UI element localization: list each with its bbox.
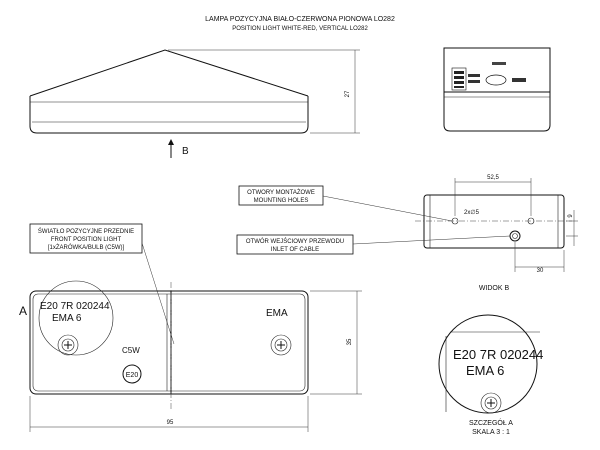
callout-inlet-pl: OTWÓR WEJŚCIOWY PRZEWODU [245, 239, 345, 245]
title-polish: LAMPA POZYCYJNA BIAŁO-CZERWONA PIONOWA LO282 [205, 16, 395, 23]
callout-mounting-pl: OTWORY MONTAŻOWE [247, 190, 315, 196]
top-view-body [30, 96, 308, 133]
dim-52-label: 52,5 [487, 175, 499, 181]
dim-35-label: 35 [347, 338, 353, 346]
screw-right-icon [271, 335, 291, 355]
side-view-lower [444, 92, 550, 131]
label-barcode-4 [454, 86, 464, 88]
callout-mounting-en: MOUNTING HOLES [253, 198, 309, 204]
side-view [444, 48, 550, 131]
front-ema-label: EMA [266, 308, 288, 319]
callout-inlet [237, 235, 510, 254]
front-marking-2: EMA 6 [52, 313, 82, 324]
view-b-arrowhead [168, 139, 174, 145]
dim-30-label: 30 [536, 268, 544, 274]
front-view [19, 281, 362, 432]
callout-inlet-leader [353, 236, 510, 244]
dim-27-label: 27 [345, 90, 351, 98]
callout-front-light [30, 224, 174, 344]
view-b-body [424, 195, 564, 248]
callout-mounting-leader [323, 196, 452, 221]
side-view-logo-ellipse [486, 75, 506, 85]
callout-front-en: FRONT POSITION LIGHT [50, 237, 122, 243]
front-bulb-label: C5W [122, 346, 140, 355]
approval-mark-label: E20 [125, 372, 139, 379]
detail-a-caption-1: SZCZEGÓŁ A [469, 420, 513, 427]
side-view-upper [444, 48, 550, 92]
view-b [415, 175, 578, 292]
detail-a-caption-2: SKALA 3 : 1 [472, 429, 510, 436]
callout-mounting [239, 186, 452, 221]
label-barcode-1 [454, 71, 464, 74]
label-barcode-2 [454, 76, 464, 79]
detail-a-marker: A [19, 304, 28, 318]
cable-inlet-inner [513, 234, 518, 239]
detail-a-marking-1: E20 7R 020244 [453, 347, 544, 362]
label-barcode-3 [454, 81, 464, 84]
front-marking-1: E20 7R 020244 [40, 301, 110, 312]
top-view [30, 50, 360, 158]
callout-front-leader [142, 243, 174, 344]
label-text-1 [468, 74, 480, 77]
detail-a-marking-2: EMA 6 [466, 363, 505, 378]
detail-a [439, 315, 543, 436]
label-text-3 [512, 78, 526, 82]
dim-95-label: 95 [166, 420, 174, 426]
title-english: POSITION LIGHT WHITE-RED, VERTICAL LO282 [232, 26, 368, 32]
callout-front-bulb: [1xŻARÓWKA/BULB (C5W)] [47, 245, 125, 251]
view-b-arrow-label: B [182, 146, 189, 157]
label-text-4 [492, 62, 506, 65]
view-b-caption: WIDOK B [478, 285, 510, 292]
callout-inlet-en: INLET OF CABLE [270, 247, 320, 253]
top-view-roof [30, 50, 308, 96]
detail-a-screw-icon [481, 393, 501, 413]
callout-front-pl: ŚWIATŁO POZYCYJNE PRZEDNIE [37, 229, 135, 235]
label-text-2 [468, 80, 480, 83]
cable-inlet-outer [510, 231, 520, 241]
dim-9-label: 9 [568, 214, 574, 218]
hole-dim-label: 2x∅5 [464, 210, 479, 216]
